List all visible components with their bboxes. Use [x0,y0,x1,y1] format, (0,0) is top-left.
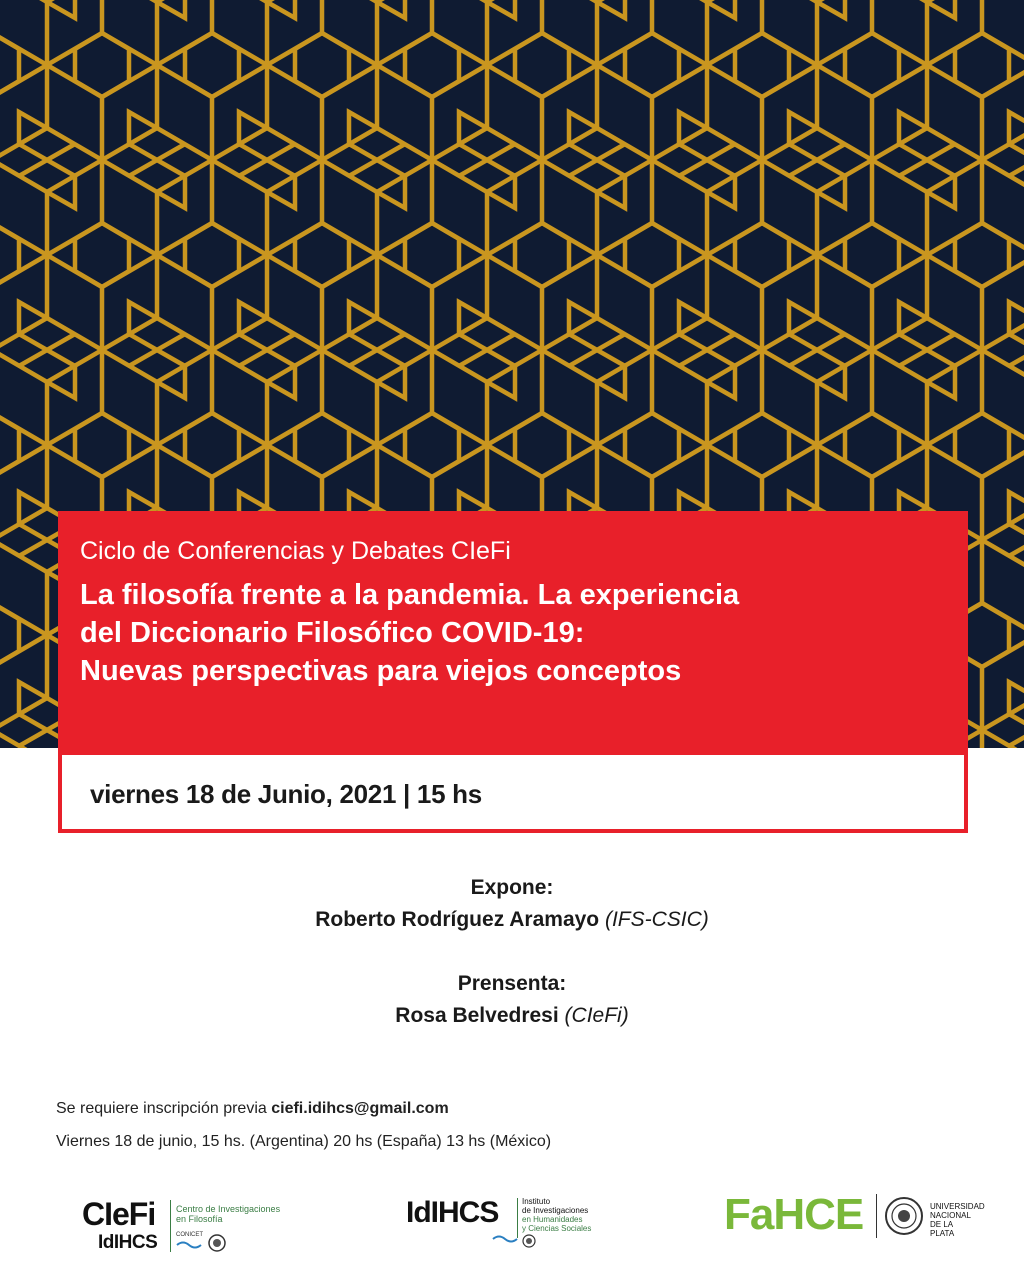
ciefi-logo-desc-2: en Filosofía [176,1214,223,1224]
conicet-label: CONICET [176,1232,203,1238]
unlp-seal-icon [208,1234,226,1252]
ciefi-logo-desc-1: Centro de Investigaciones [176,1204,281,1214]
registration-line [56,1100,449,1118]
series-title: Ciclo de Conferencias y Debates CIeFi [80,537,511,565]
expone-label: Expone: [470,876,554,899]
lecture-title-line-1: La filosofía frente a la pandemia. La experiencia [80,579,740,611]
ciefi-logo-name: CIeFi [82,1196,156,1232]
date-box [58,751,968,833]
event-date: viernes 18 de Junio, 2021 | 15 hs [90,779,482,809]
idihcs-logo-desc-3: en Humanidades [522,1215,583,1224]
ciefi-logo-divider [170,1200,171,1252]
registration-text: Se requiere inscripción previa [56,1100,267,1117]
presenta-affiliation: (CIeFi) [564,1004,629,1027]
fahce-logo-name: FaHCE [724,1190,864,1239]
idihcs-logo-divider [517,1198,518,1238]
expone-name: Roberto Rodríguez Aramayo [315,908,600,931]
idihcs-logo-name: IdIHCS [406,1196,499,1229]
unlp-text-1: UNIVERSIDAD [930,1202,985,1211]
conicet-wave-icon [176,1240,202,1250]
presenta-line [0,1004,1024,1028]
expone-line [0,908,1024,932]
ciefi-logo [82,1196,312,1258]
unlp-seal-icon-2 [522,1234,536,1248]
unlp-text-2: NACIONAL [930,1211,971,1220]
idihcs-logo [406,1196,606,1252]
schedule-line: Viernes 18 de junio, 15 hs. (Argentina) 20 hs (España) 13 hs (México) [56,1133,552,1150]
title-box [58,511,968,751]
idihcs-logo-desc-4: y Ciencias Sociales [522,1224,592,1233]
ciefi-logo-sub: IdIHCS [98,1232,158,1253]
fahce-logo [724,1190,985,1246]
presenta-label: Prensenta: [457,972,567,995]
registration-email[interactable]: ciefi.idihcs@gmail.com [271,1100,449,1117]
idihcs-logo-desc-2: de Investigaciones [522,1206,589,1215]
expone-affiliation: (IFS-CSIC) [604,908,709,931]
unlp-text-3: DE LA PLATA [930,1220,955,1238]
lecture-title-line-2: del Diccionario Filosófico COVID-19: [80,617,585,649]
idihcs-logo-desc-1: Instituto [522,1197,551,1206]
unlp-seal-icon-3 [884,1196,924,1236]
conicet-wave-icon-2 [492,1234,518,1244]
fahce-logo-divider [876,1194,877,1238]
presenta-name: Rosa Belvedresi [395,1004,559,1027]
lecture-title-line-3: Nuevas perspectivas para viejos conceptos [80,655,682,687]
